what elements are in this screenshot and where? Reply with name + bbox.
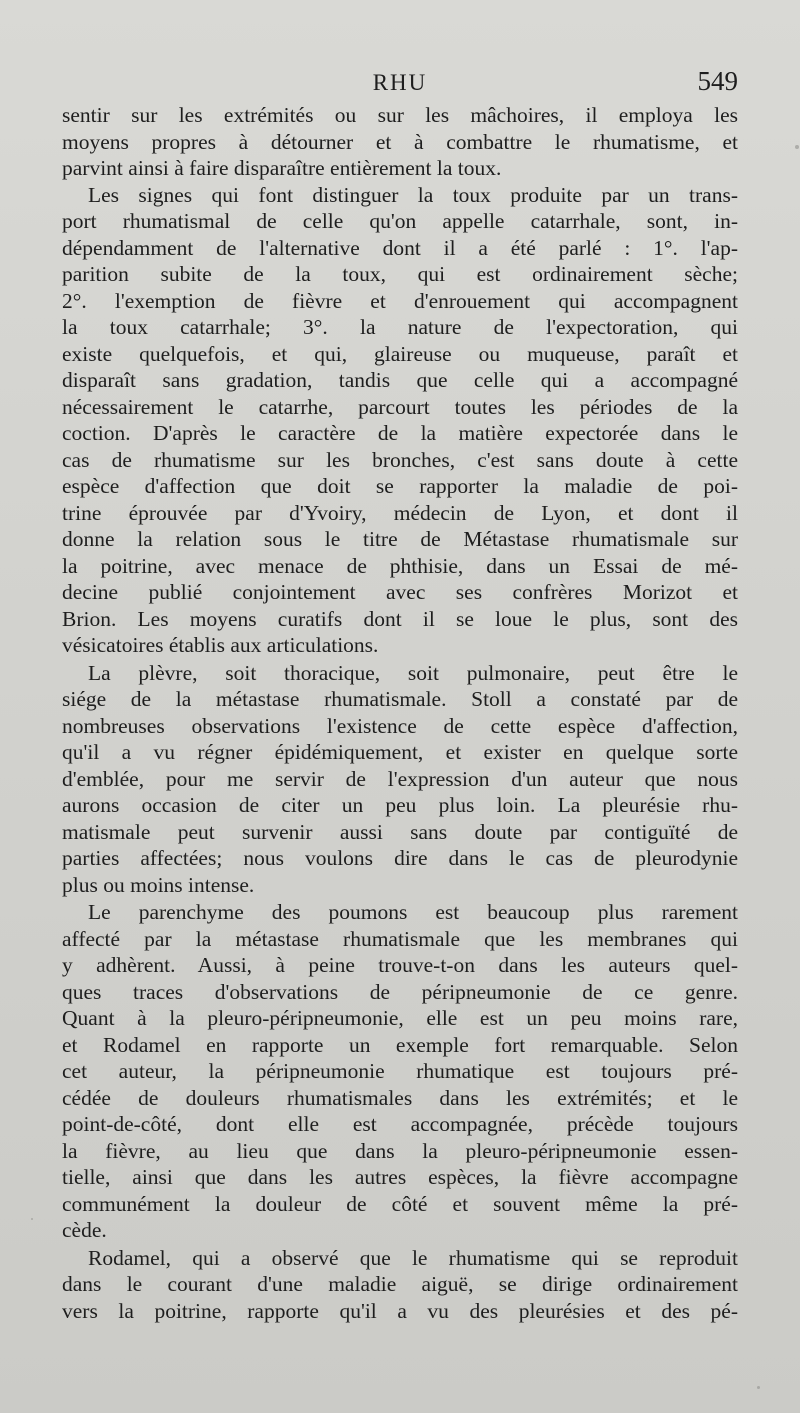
paper-speck bbox=[31, 1218, 33, 1220]
text-line: la toux catarrhale; 3°. la nature de l'expectoration, qui bbox=[62, 315, 738, 339]
text-line: moyens propres à détourner et à combattre le rhumatisme, et bbox=[62, 129, 738, 154]
paragraph-start-line: Le parenchyme des poumons est beaucoup plus rarement bbox=[88, 900, 738, 924]
text-line: communément la douleur de côté et souvent même la pré- bbox=[62, 1191, 738, 1216]
text-line: Brion. Les moyens curatifs dont il se loue le plus, sont des bbox=[62, 606, 738, 631]
text-line: cède. bbox=[62, 1218, 107, 1242]
text-line: parition subite de la toux, qui est ordinairement sèche; bbox=[62, 262, 738, 286]
text-line: cet auteur, la péripneumonie rhumatique est toujours pré- bbox=[62, 1059, 738, 1083]
text-line: parties affectées; nous voulons dire dans le cas de pleurodynie bbox=[62, 846, 738, 870]
text-line: point-de-côté, dont elle est accompagnée, précède toujours bbox=[62, 1112, 738, 1136]
text-line: aurons occasion de citer un peu plus loin. La pleurésie rhu- bbox=[62, 793, 738, 817]
text-line: sentir sur les extrémités ou sur les mâchoires, il employa les bbox=[62, 103, 738, 127]
text-line: nécessairement le catarrhe, parcourt toutes les périodes de la bbox=[62, 394, 738, 419]
text-line: la fièvre, au lieu que dans la pleuro-péripneumonie essen- bbox=[62, 1138, 738, 1163]
page-number: 549 bbox=[697, 66, 738, 96]
text-line: dans le courant d'une maladie aiguë, se dirige ordinairement bbox=[62, 1272, 738, 1296]
running-title: RHU bbox=[372, 70, 428, 95]
text-line: matismale peut survenir aussi sans doute par contiguïté de bbox=[62, 819, 738, 844]
text-line: 2°. l'exemption de fièvre et d'enrouement qui accompagnent bbox=[62, 288, 738, 313]
text-line: vers la poitrine, rapporte qu'il a vu des pleurésies et des pé- bbox=[62, 1298, 738, 1323]
text-line: et Rodamel en rapporte un exemple fort remarquable. Selon bbox=[62, 1032, 738, 1057]
text-line: donne la relation sous le titre de Métastase rhumatismale sur bbox=[62, 527, 738, 551]
text-line: tielle, ainsi que dans les autres espèces, la fièvre accompagne bbox=[62, 1165, 738, 1189]
text-line: Quant à la pleuro-péripneumonie, elle est un peu moins rare, bbox=[62, 1006, 738, 1030]
text-line: nombreuses observations l'existence de cette espèce d'affection, bbox=[62, 713, 738, 738]
paper-speck bbox=[757, 1386, 760, 1389]
body-text bbox=[62, 102, 738, 1324]
text-line: affecté par la métastase rhumatismale que les membranes qui bbox=[62, 926, 738, 951]
text-line: qu'il a vu régner épidémiquement, et exister en quelque sorte bbox=[62, 740, 738, 764]
text-line: parvint ainsi à faire disparaître entièrement la toux. bbox=[62, 156, 502, 180]
text-line: dépendamment de l'alternative dont il a été parlé : 1°. l'ap- bbox=[62, 235, 738, 260]
paper-speck bbox=[795, 145, 799, 149]
paragraph-start-line: Rodamel, qui a observé que le rhumatisme qui se reproduit bbox=[88, 1245, 738, 1270]
text-line: decine publié conjointement avec ses confrères Morizot et bbox=[62, 580, 738, 604]
text-line: la poitrine, avec menace de phthisie, dans un Essai de mé- bbox=[62, 553, 738, 578]
text-line: vésicatoires établis aux articulations. bbox=[62, 633, 379, 657]
text-line: coction. D'après le caractère de la matière expectorée dans le bbox=[62, 421, 738, 445]
text-line: ques traces d'observations de péripneumonie de ce genre. bbox=[62, 979, 738, 1004]
running-header bbox=[62, 62, 738, 102]
text-line: disparaît sans gradation, tandis que celle qui a accompagné bbox=[62, 368, 738, 392]
text-line: existe quelquefois, et qui, glaireuse ou muqueuse, paraît et bbox=[62, 341, 738, 366]
text-line: siége de la métastase rhumatismale. Stoll a constaté par de bbox=[62, 687, 738, 711]
paragraph-start-line: Les signes qui font distinguer la toux produite par un trans- bbox=[88, 182, 738, 207]
text-line: plus ou moins intense. bbox=[62, 872, 255, 897]
text-line: d'emblée, pour me servir de l'expression d'un auteur que nous bbox=[62, 766, 738, 791]
text-line: cédée de douleurs rhumatismales dans les extrémités; et le bbox=[62, 1085, 738, 1110]
text-line: trine éprouvée par d'Yvoiry, médecin de Lyon, et dont il bbox=[62, 500, 738, 525]
text-line: espèce d'affection que doit se rapporter la maladie de poi- bbox=[62, 474, 738, 498]
paragraph-start-line: La plèvre, soit thoracique, soit pulmonaire, peut être le bbox=[88, 660, 738, 685]
text-line: cas de rhumatisme sur les bronches, c'est sans doute à cette bbox=[62, 447, 738, 472]
text-line: y adhèrent. Aussi, à peine trouve-t-on dans les auteurs quel- bbox=[62, 953, 738, 977]
text-line: port rhumatismal de celle qu'on appelle catarrhale, sont, in- bbox=[62, 209, 738, 233]
